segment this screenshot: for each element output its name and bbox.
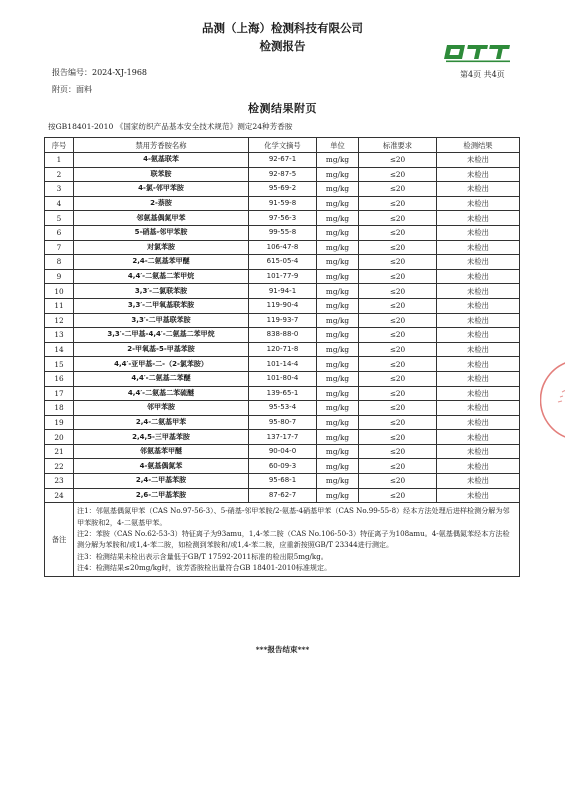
cas-number: 92-87-5 <box>249 167 317 182</box>
limit: ≤20 <box>359 284 437 299</box>
result: 未检出 <box>437 255 520 270</box>
result: 未检出 <box>437 313 520 328</box>
table-row <box>45 357 520 372</box>
table-row <box>45 225 520 240</box>
result: 未检出 <box>437 269 520 284</box>
limit: ≤20 <box>359 240 437 255</box>
row-no: 21 <box>45 444 74 459</box>
limit: ≤20 <box>359 255 437 270</box>
result: 未检出 <box>437 459 520 474</box>
unit: mg/kg <box>317 240 359 255</box>
unit: mg/kg <box>317 298 359 313</box>
row-no: 7 <box>45 240 74 255</box>
page-indicator: 第4页 共4页 <box>460 70 505 79</box>
amine-name: 2,4-二氨基甲苯 <box>74 415 249 430</box>
company-name: 品测（上海）检测科技有限公司 <box>202 21 363 35</box>
col-header-result: 检测结果 <box>437 138 520 153</box>
row-no: 9 <box>45 269 74 284</box>
row-no: 5 <box>45 211 74 226</box>
result: 未检出 <box>437 474 520 489</box>
row-no: 14 <box>45 342 74 357</box>
cas-number: 101-14-4 <box>249 357 317 372</box>
row-no: 22 <box>45 459 74 474</box>
company-logo <box>444 41 514 63</box>
results-table-header <box>45 138 520 153</box>
notes-content <box>74 503 520 576</box>
result: 未检出 <box>437 444 520 459</box>
table-row <box>45 459 520 474</box>
cas-number: 99-55-8 <box>249 225 317 240</box>
result: 未检出 <box>437 182 520 197</box>
limit: ≤20 <box>359 401 437 416</box>
cas-number: 101-77-9 <box>249 269 317 284</box>
notes-row <box>45 503 520 576</box>
limit: ≤20 <box>359 167 437 182</box>
result: 未检出 <box>437 225 520 240</box>
result: 未检出 <box>437 386 520 401</box>
table-row <box>45 153 520 168</box>
cas-number: 90-04-0 <box>249 444 317 459</box>
result: 未检出 <box>437 298 520 313</box>
cas-number: 91-59-8 <box>249 196 317 211</box>
cas-number: 838-88-0 <box>249 328 317 343</box>
limit: ≤20 <box>359 444 437 459</box>
table-row <box>45 167 520 182</box>
amine-name: 对氯苯胺 <box>74 240 249 255</box>
result: 未检出 <box>437 357 520 372</box>
result: 未检出 <box>437 488 520 503</box>
limit: ≤20 <box>359 430 437 445</box>
unit: mg/kg <box>317 196 359 211</box>
limit: ≤20 <box>359 211 437 226</box>
table-row <box>45 488 520 503</box>
document-title: 检测报告 <box>259 39 306 53</box>
test-basis: 按GB18401-2010 《国家纺织产品基本安全技术规范》测定24种芳香胺 <box>48 122 293 131</box>
row-no: 3 <box>45 182 74 197</box>
result: 未检出 <box>437 342 520 357</box>
limit: ≤20 <box>359 153 437 168</box>
row-no: 18 <box>45 401 74 416</box>
row-no: 11 <box>45 298 74 313</box>
limit: ≤20 <box>359 386 437 401</box>
result: 未检出 <box>437 240 520 255</box>
table-row <box>45 182 520 197</box>
unit: mg/kg <box>317 153 359 168</box>
unit: mg/kg <box>317 488 359 503</box>
note-1: 注1：邻氨基偶氮甲苯（CAS No.97-56-3）、5-硝基-邻甲苯胺/2-氨基-4硝基甲苯（CAS No.99-55-8）经本方法处理后进样检测分解为邻甲苯胺和2，4-二氨基甲苯。 <box>77 506 510 527</box>
limit: ≤20 <box>359 415 437 430</box>
unit: mg/kg <box>317 225 359 240</box>
col-header-no: 序号 <box>45 138 74 153</box>
row-no: 12 <box>45 313 74 328</box>
unit: mg/kg <box>317 313 359 328</box>
cas-number: 615-05-4 <box>249 255 317 270</box>
limit: ≤20 <box>359 371 437 386</box>
cas-number: 119-93-7 <box>249 313 317 328</box>
section-title: 检测结果附页 <box>248 102 317 115</box>
result: 未检出 <box>437 328 520 343</box>
amine-name: 2-萘胺 <box>74 196 249 211</box>
amine-name: 2-甲氧基-5-甲基苯胺 <box>74 342 249 357</box>
table-row <box>45 298 520 313</box>
unit: mg/kg <box>317 459 359 474</box>
cas-number: 119-90-4 <box>249 298 317 313</box>
cas-number: 106-47-8 <box>249 240 317 255</box>
amine-name: 4,4′-二氨基二苯醚 <box>74 371 249 386</box>
amine-name: 邻氨基苯甲醚 <box>74 444 249 459</box>
cas-number: 95-80-7 <box>249 415 317 430</box>
cas-number: 60-09-3 <box>249 459 317 474</box>
table-row <box>45 196 520 211</box>
row-no: 15 <box>45 357 74 372</box>
amine-name: 3,3′-二甲氧基联苯胺 <box>74 298 249 313</box>
table-row <box>45 430 520 445</box>
row-no: 19 <box>45 415 74 430</box>
unit: mg/kg <box>317 167 359 182</box>
unit: mg/kg <box>317 444 359 459</box>
table-row <box>45 474 520 489</box>
amine-name: 3,3′-二氯联苯胺 <box>74 284 249 299</box>
amine-name: 2,6-二甲基苯胺 <box>74 488 249 503</box>
amine-name: 2,4-二甲基苯胺 <box>74 474 249 489</box>
unit: mg/kg <box>317 386 359 401</box>
unit: mg/kg <box>317 474 359 489</box>
amine-name: 2,4-二氨基苯甲醚 <box>74 255 249 270</box>
col-header-name: 禁用芳香胺名称 <box>74 138 249 153</box>
note-3: 注3：检测结果未检出表示含量低于GB/T 17592-2011标准的检出限5mg/kg。 <box>77 551 328 561</box>
amine-name: 4,4′-亚甲基-二-（2-氯苯胺） <box>74 357 249 372</box>
unit: mg/kg <box>317 342 359 357</box>
result: 未检出 <box>437 167 520 182</box>
amine-name: 3,3′-二甲基-4,4′-二氨基二苯甲烷 <box>74 328 249 343</box>
unit: mg/kg <box>317 357 359 372</box>
table-row <box>45 386 520 401</box>
cas-number: 92-67-1 <box>249 153 317 168</box>
cas-number: 91-94-1 <box>249 284 317 299</box>
row-no: 23 <box>45 474 74 489</box>
table-row <box>45 342 520 357</box>
cas-number: 120-71-8 <box>249 342 317 357</box>
row-no: 8 <box>45 255 74 270</box>
results-table <box>44 137 520 577</box>
unit: mg/kg <box>317 284 359 299</box>
unit: mg/kg <box>317 328 359 343</box>
limit: ≤20 <box>359 357 437 372</box>
unit: mg/kg <box>317 269 359 284</box>
table-row <box>45 269 520 284</box>
cas-number: 97-56-3 <box>249 211 317 226</box>
limit: ≤20 <box>359 196 437 211</box>
result: 未检出 <box>437 196 520 211</box>
result: 未检出 <box>437 401 520 416</box>
row-no: 10 <box>45 284 74 299</box>
col-header-unit: 单位 <box>317 138 359 153</box>
row-no: 6 <box>45 225 74 240</box>
amine-name: 4,4′-二氨基二苯硫醚 <box>74 386 249 401</box>
report-number: 报告编号：2024-XJ-1968 <box>52 68 148 77</box>
result: 未检出 <box>437 415 520 430</box>
unit: mg/kg <box>317 415 359 430</box>
row-no: 4 <box>45 196 74 211</box>
table-row <box>45 284 520 299</box>
limit: ≤20 <box>359 269 437 284</box>
amine-name: 4-氯-邻甲苯胺 <box>74 182 249 197</box>
limit: ≤20 <box>359 459 437 474</box>
amine-name: 5-硝基-邻甲苯胺 <box>74 225 249 240</box>
result: 未检出 <box>437 430 520 445</box>
col-header-limit: 标准要求 <box>359 138 437 153</box>
row-no: 13 <box>45 328 74 343</box>
row-no: 17 <box>45 386 74 401</box>
col-header-cas: 化学文摘号 <box>249 138 317 153</box>
cas-number: 137-17-7 <box>249 430 317 445</box>
cas-number: 87-62-7 <box>249 488 317 503</box>
unit: mg/kg <box>317 255 359 270</box>
unit: mg/kg <box>317 371 359 386</box>
table-row <box>45 255 520 270</box>
limit: ≤20 <box>359 342 437 357</box>
notes-label: 备注 <box>45 503 74 576</box>
amine-name: 邻甲苯胺 <box>74 401 249 416</box>
official-seal <box>540 360 565 440</box>
results-table-body <box>45 153 520 503</box>
result: 未检出 <box>437 153 520 168</box>
table-row <box>45 211 520 226</box>
report-end: ***报告结束*** <box>255 645 310 654</box>
amine-name: 2,4,5-三甲基苯胺 <box>74 430 249 445</box>
cas-number: 95-53-4 <box>249 401 317 416</box>
amine-name: 4,4′-二氨基二苯甲烷 <box>74 269 249 284</box>
limit: ≤20 <box>359 182 437 197</box>
amine-name: 联苯胺 <box>74 167 249 182</box>
table-row <box>45 444 520 459</box>
cas-number: 101-80-4 <box>249 371 317 386</box>
amine-name: 3,3′-二甲基联苯胺 <box>74 313 249 328</box>
unit: mg/kg <box>317 430 359 445</box>
result: 未检出 <box>437 284 520 299</box>
appendix-label: 附页：面料 <box>52 85 92 94</box>
cas-number: 95-68-1 <box>249 474 317 489</box>
table-row <box>45 313 520 328</box>
limit: ≤20 <box>359 474 437 489</box>
table-row <box>45 240 520 255</box>
unit: mg/kg <box>317 182 359 197</box>
amine-name: 4-氨基偶氮苯 <box>74 459 249 474</box>
table-row <box>45 328 520 343</box>
note-2: 注2：苯胺（CAS No.62-53-3）特征离子为93amu，1,4-苯二胺（CAS No.106-50-3）特征离子为108amu。4-氨基偶氮苯经本方法检测分解为苯胺和/或1,4-苯二胺，如检测到苯胺和/或1,4-苯二胺，应重新按照GB/T 23344进行测定。 <box>77 529 510 550</box>
limit: ≤20 <box>359 225 437 240</box>
result: 未检出 <box>437 371 520 386</box>
row-no: 20 <box>45 430 74 445</box>
limit: ≤20 <box>359 488 437 503</box>
limit: ≤20 <box>359 328 437 343</box>
unit: mg/kg <box>317 211 359 226</box>
row-no: 24 <box>45 488 74 503</box>
row-no: 1 <box>45 153 74 168</box>
row-no: 16 <box>45 371 74 386</box>
limit: ≤20 <box>359 313 437 328</box>
table-row <box>45 415 520 430</box>
cas-number: 139-65-1 <box>249 386 317 401</box>
limit: ≤20 <box>359 298 437 313</box>
amine-name: 邻氨基偶氮甲苯 <box>74 211 249 226</box>
unit: mg/kg <box>317 401 359 416</box>
cas-number: 95-69-2 <box>249 182 317 197</box>
table-row <box>45 371 520 386</box>
row-no: 2 <box>45 167 74 182</box>
amine-name: 4-氨基联苯 <box>74 153 249 168</box>
note-4: 注4：检测结果≤20mg/kg时，该芳香胺检出量符合GB 18401-2010标准规定。 <box>77 563 332 573</box>
table-row <box>45 401 520 416</box>
result: 未检出 <box>437 211 520 226</box>
